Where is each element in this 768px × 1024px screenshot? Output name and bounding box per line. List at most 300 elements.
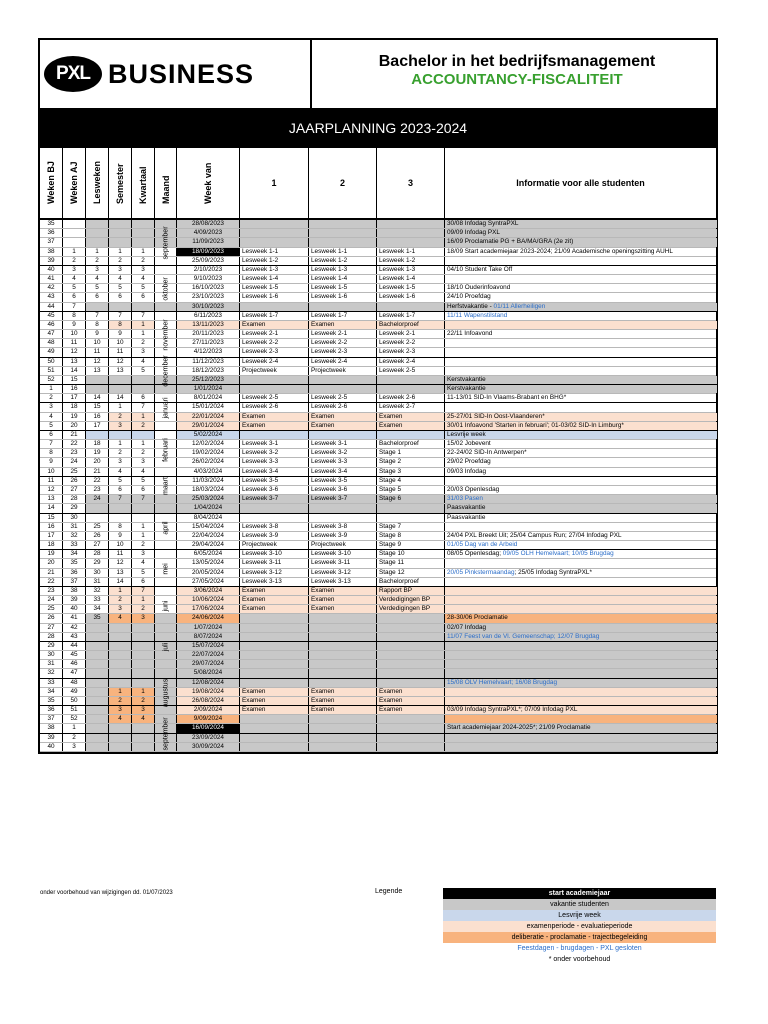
cell-c3 — [377, 238, 445, 246]
cell-info — [445, 284, 717, 292]
cell-maand — [155, 660, 177, 668]
cell-bj: 43 — [40, 293, 63, 301]
cell-c3: Stage 11 — [377, 559, 445, 567]
cell-sem: 4 — [109, 715, 132, 723]
cell-aj: 47 — [63, 669, 86, 677]
cell-aj: 45 — [63, 651, 86, 659]
cell-date: 17/06/2024 — [177, 605, 240, 613]
cell-bj: 15 — [40, 514, 63, 522]
cell-c3: Lesweek 2-5 — [377, 367, 445, 375]
cell-bj: 1 — [40, 385, 63, 393]
cell-c2: Examen — [309, 605, 377, 613]
cell-bj: 51 — [40, 367, 63, 375]
cell-date: 19/08/2024 — [177, 688, 240, 696]
cell-info — [445, 275, 717, 283]
cell-lw: 21 — [86, 468, 109, 476]
cell-c3 — [377, 624, 445, 632]
holiday-text: 01/05 Dag van de Arbeid — [447, 541, 518, 549]
cell-c1: Lesweek 3-6 — [240, 486, 309, 494]
cell-c3: Stage 10 — [377, 550, 445, 558]
cell-kw: 2 — [132, 339, 155, 347]
cell-info — [445, 293, 717, 301]
table-row — [40, 477, 716, 486]
cell-sem — [109, 679, 132, 687]
cell-c2: Examen — [309, 596, 377, 604]
month-label: januari — [162, 397, 170, 419]
cell-info — [445, 477, 717, 485]
cell-info — [445, 550, 717, 558]
cell-c1: Projectweek — [240, 541, 309, 549]
cell-maand — [155, 614, 177, 622]
cell-sem: 3 — [109, 266, 132, 274]
table-row — [40, 339, 716, 348]
cell-lw: 20 — [86, 458, 109, 466]
cell-bj: 21 — [40, 569, 63, 577]
cell-c2: Examen — [309, 321, 377, 329]
cell-date: 5/02/2024 — [177, 431, 240, 439]
cell-kw — [132, 624, 155, 632]
cell-kw: 4 — [132, 559, 155, 567]
cell-lw: 6 — [86, 293, 109, 301]
cell-c2: Projectweek — [309, 541, 377, 549]
cell-date: 26/02/2024 — [177, 458, 240, 466]
cell-bj: 28 — [40, 633, 63, 641]
cell-kw: 3 — [132, 550, 155, 558]
cell-c1: Examen — [240, 706, 309, 714]
cell-lw — [86, 514, 109, 522]
info-text: Lesvrije week — [447, 430, 486, 438]
cell-c3: Bachelorproef — [377, 440, 445, 448]
cell-bj: 33 — [40, 679, 63, 687]
cell-info — [445, 330, 717, 338]
cell-c1 — [240, 229, 309, 237]
holiday-text: 15/08 OLV Hemelvaart; 16/08 Brugdag — [447, 678, 558, 686]
cell-sem — [109, 238, 132, 246]
cell-kw — [132, 660, 155, 668]
cell-info — [445, 596, 717, 604]
cell-lw — [86, 651, 109, 659]
cell-c2 — [309, 376, 377, 384]
table-row — [40, 624, 716, 633]
cell-sem: 3 — [109, 458, 132, 466]
cell-info — [445, 385, 717, 393]
cell-c1: Lesweek 2-1 — [240, 330, 309, 338]
cell-c3 — [377, 229, 445, 237]
cell-c2: Lesweek 3-4 — [309, 468, 377, 476]
cell-bj: 35 — [40, 220, 63, 228]
cell-date: 9/10/2023 — [177, 275, 240, 283]
cell-lw — [86, 220, 109, 228]
cell-date: 29/07/2024 — [177, 660, 240, 668]
table-row — [40, 724, 716, 733]
cell-info — [445, 358, 717, 366]
cell-info — [445, 440, 717, 448]
cell-sem: 1 — [109, 688, 132, 696]
info-text: 09/09 Infodag PXL — [447, 229, 500, 237]
cell-aj: 39 — [63, 596, 86, 604]
cell-date: 4/12/2023 — [177, 348, 240, 356]
info-text: 30/08 Infodag SyntraPXL — [447, 220, 519, 227]
cell-lw — [86, 724, 109, 732]
cell-bj: 23 — [40, 587, 63, 595]
month-label: november — [162, 319, 170, 351]
cell-info — [445, 321, 717, 329]
cell-lw — [86, 679, 109, 687]
cell-sem: 9 — [109, 532, 132, 540]
cell-c3: Stage 6 — [377, 495, 445, 503]
cell-bj: 30 — [40, 651, 63, 659]
cell-lw: 19 — [86, 449, 109, 457]
cell-c1: Projectweek — [240, 367, 309, 375]
table-row — [40, 403, 716, 412]
cell-sem — [109, 385, 132, 393]
cell-aj: 23 — [63, 449, 86, 457]
cell-lw — [86, 743, 109, 751]
cell-c3: Stage 4 — [377, 477, 445, 485]
info-text: 24/10 Proefdag — [447, 293, 491, 301]
table-row — [40, 486, 716, 495]
cell-bj: 27 — [40, 624, 63, 632]
cell-date: 26/08/2024 — [177, 697, 240, 705]
cell-aj: 50 — [63, 697, 86, 705]
cell-c2 — [309, 651, 377, 659]
cell-info — [445, 642, 717, 650]
cell-c1 — [240, 431, 309, 439]
cell-sem: 3 — [109, 422, 132, 430]
cell-date: 23/09/2024 — [177, 734, 240, 742]
cell-c3 — [377, 303, 445, 311]
cell-bj: 22 — [40, 578, 63, 586]
cell-kw: 1 — [132, 413, 155, 421]
table-row — [40, 229, 716, 238]
cell-sem — [109, 514, 132, 522]
cell-c2 — [309, 724, 377, 732]
info-text: 08/05 Openlesdag; — [447, 550, 503, 558]
cell-date: 25/12/2023 — [177, 376, 240, 384]
cell-kw: 7 — [132, 312, 155, 320]
cell-kw: 6 — [132, 486, 155, 494]
cell-lw: 35 — [86, 614, 109, 622]
cell-bj: 3 — [40, 403, 63, 411]
pxl-logo-mark: PXL — [44, 56, 102, 92]
table-row — [40, 514, 716, 523]
cell-c3 — [377, 642, 445, 650]
planning-table — [38, 220, 718, 754]
cell-kw: 6 — [132, 578, 155, 586]
cell-c1 — [240, 715, 309, 723]
cell-info — [445, 578, 717, 586]
cell-c3: Stage 1 — [377, 449, 445, 457]
cell-c3 — [377, 669, 445, 677]
planning-sheet — [38, 38, 718, 754]
cell-kw: 4 — [132, 358, 155, 366]
cell-info — [445, 605, 717, 613]
cell-sem — [109, 431, 132, 439]
cell-lw: 3 — [86, 266, 109, 274]
info-text: Kerstvakantie — [447, 375, 486, 383]
cell-lw: 33 — [86, 596, 109, 604]
cell-aj: 8 — [63, 312, 86, 320]
cell-sem: 7 — [109, 312, 132, 320]
holiday-text: 09/05 OLH Hemelvaart; 10/05 Brugdag — [502, 550, 614, 558]
cell-c2 — [309, 669, 377, 677]
cell-date: 30/10/2023 — [177, 303, 240, 311]
cell-info — [445, 587, 717, 595]
table-row — [40, 734, 716, 743]
cell-bj: 47 — [40, 330, 63, 338]
cell-c1: Lesweek 3-9 — [240, 532, 309, 540]
cell-date: 2/10/2023 — [177, 266, 240, 274]
cell-c1 — [240, 669, 309, 677]
table-row — [40, 275, 716, 284]
table-row — [40, 413, 716, 422]
cell-c2: Lesweek 3-5 — [309, 477, 377, 485]
cell-maand — [155, 578, 177, 586]
cell-info — [445, 715, 717, 723]
cell-lw — [86, 624, 109, 632]
cell-aj: 42 — [63, 624, 86, 632]
cell-lw: 30 — [86, 569, 109, 577]
cell-maand — [155, 468, 177, 476]
cell-bj: 36 — [40, 706, 63, 714]
cell-aj: 32 — [63, 532, 86, 540]
cell-aj: 21 — [63, 431, 86, 439]
info-text: 04/10 Student Take Off — [447, 265, 513, 273]
cell-c1: Lesweek 3-11 — [240, 559, 309, 567]
cell-c3: Stage 12 — [377, 569, 445, 577]
cell-date: 22/04/2024 — [177, 532, 240, 540]
cell-c2: Lesweek 3-9 — [309, 532, 377, 540]
cell-aj: 36 — [63, 569, 86, 577]
cell-c1: Lesweek 1-4 — [240, 275, 309, 283]
cell-kw: 3 — [132, 266, 155, 274]
cell-info — [445, 248, 717, 256]
cell-c3: Lesweek 2-7 — [377, 403, 445, 411]
cell-date: 22/01/2024 — [177, 413, 240, 421]
cell-c1 — [240, 624, 309, 632]
cell-bj: 35 — [40, 697, 63, 705]
holiday-text: 11/07 Feest van de Vl. Gemeenschap; 12/07 Brugdag — [447, 632, 600, 640]
cell-c2: Examen — [309, 413, 377, 421]
cell-c3: Examen — [377, 422, 445, 430]
cell-aj: 34 — [63, 550, 86, 558]
cell-kw: 6 — [132, 394, 155, 402]
header-week-van-label: Week van — [203, 162, 213, 204]
cell-info — [445, 422, 717, 430]
table-row — [40, 596, 716, 605]
footnote: onder voorbehoud van wijzigingen dd. 01/07/2023 — [40, 890, 173, 896]
cell-lw — [86, 238, 109, 246]
cell-c1: Examen — [240, 688, 309, 696]
cell-lw: 18 — [86, 440, 109, 448]
header-kwartaal — [132, 148, 155, 218]
cell-c1: Lesweek 3-1 — [240, 440, 309, 448]
cell-c3: Lesweek 1-2 — [377, 257, 445, 265]
cell-date: 30/09/2024 — [177, 743, 240, 751]
cell-c3: Verdedigingen BP — [377, 596, 445, 604]
legend-item: examenperiode - evaluatieperiode — [443, 921, 716, 932]
cell-kw: 6 — [132, 293, 155, 301]
cell-bj: 12 — [40, 486, 63, 494]
cell-sem: 1 — [109, 440, 132, 448]
cell-kw: 5 — [132, 477, 155, 485]
table-row — [40, 293, 716, 302]
table-row — [40, 605, 716, 614]
table-row — [40, 257, 716, 266]
table-row — [40, 743, 716, 752]
cell-kw: 4 — [132, 275, 155, 283]
cell-lw — [86, 688, 109, 696]
cell-c1: Examen — [240, 697, 309, 705]
holiday-text: 31/03 Pasen — [447, 495, 483, 503]
cell-c3: Lesweek 2-4 — [377, 358, 445, 366]
cell-date: 4/09/2023 — [177, 229, 240, 237]
cell-bj: 39 — [40, 257, 63, 265]
table-row — [40, 449, 716, 458]
info-text: 28-30/06 Proclamatie — [447, 614, 508, 622]
cell-sem: 2 — [109, 596, 132, 604]
cell-c3 — [377, 743, 445, 751]
info-text: 09/03 Infodag — [447, 467, 487, 475]
cell-aj: 46 — [63, 660, 86, 668]
cell-date: 18/09/2023 — [177, 248, 240, 256]
cell-lw: 34 — [86, 605, 109, 613]
cell-date: 28/08/2023 — [177, 220, 240, 228]
cell-c3: Lesweek 2-6 — [377, 394, 445, 402]
cell-kw: 4 — [132, 715, 155, 723]
cell-maand — [155, 633, 177, 641]
cell-sem: 2 — [109, 449, 132, 457]
table-row — [40, 587, 716, 596]
cell-info — [445, 367, 717, 375]
cell-aj: 1 — [63, 248, 86, 256]
cell-c3: Stage 9 — [377, 541, 445, 549]
cell-aj — [63, 238, 86, 246]
cell-aj: 12 — [63, 348, 86, 356]
cell-kw: 7 — [132, 587, 155, 595]
cell-info — [445, 339, 717, 347]
legend-item: Feestdagen - brugdagen - PXL gesloten — [517, 945, 642, 952]
cell-lw — [86, 504, 109, 512]
cell-c3: Lesweek 1-5 — [377, 284, 445, 292]
month-label: juli — [162, 642, 170, 652]
info-text: Start academiejaar 2024-2025*; 21/09 Proclamatie — [447, 724, 591, 732]
cell-info — [445, 523, 717, 531]
cell-bj: 20 — [40, 559, 63, 567]
table-row — [40, 697, 716, 706]
cell-c2: Examen — [309, 688, 377, 696]
table-row — [40, 660, 716, 669]
cell-bj: 26 — [40, 614, 63, 622]
cell-sem: 10 — [109, 541, 132, 549]
cell-bj: 7 — [40, 440, 63, 448]
cell-aj: 4 — [63, 275, 86, 283]
cell-c1: Examen — [240, 596, 309, 604]
cell-c1 — [240, 385, 309, 393]
cell-kw — [132, 679, 155, 687]
cell-c2: Examen — [309, 697, 377, 705]
table-row — [40, 367, 716, 376]
cell-bj: 48 — [40, 339, 63, 347]
cell-c1 — [240, 660, 309, 668]
cell-kw — [132, 376, 155, 384]
cell-info — [445, 614, 717, 622]
cell-kw: 1 — [132, 330, 155, 338]
cell-aj: 17 — [63, 394, 86, 402]
cell-lw: 28 — [86, 550, 109, 558]
table-row — [40, 468, 716, 477]
cell-c1: Lesweek 2-2 — [240, 339, 309, 347]
cell-sem: 2 — [109, 697, 132, 705]
cell-c1: Lesweek 3-5 — [240, 477, 309, 485]
cell-c2: Lesweek 3-10 — [309, 550, 377, 558]
table-row — [40, 440, 716, 449]
cell-info — [445, 449, 717, 457]
cell-aj: 30 — [63, 514, 86, 522]
table-row — [40, 303, 716, 312]
header-weken-aj — [63, 148, 86, 218]
cell-c1: Lesweek 1-7 — [240, 312, 309, 320]
cell-bj: 44 — [40, 303, 63, 311]
table-row — [40, 688, 716, 697]
header-weken-bj-label: Weken BJ — [46, 161, 56, 204]
cell-kw: 2 — [132, 605, 155, 613]
cell-c2 — [309, 642, 377, 650]
cell-aj: 1 — [63, 724, 86, 732]
cell-c3: Stage 7 — [377, 523, 445, 531]
cell-c2 — [309, 743, 377, 751]
cell-c1: Examen — [240, 413, 309, 421]
cell-lw: 13 — [86, 367, 109, 375]
cell-aj: 5 — [63, 284, 86, 292]
cell-info — [445, 394, 717, 402]
cell-c1 — [240, 633, 309, 641]
cell-sem — [109, 624, 132, 632]
cell-date: 11/09/2023 — [177, 238, 240, 246]
cell-date: 8/07/2024 — [177, 633, 240, 641]
legend — [443, 888, 716, 965]
cell-c3: Lesweek 1-1 — [377, 248, 445, 256]
cell-bj: 40 — [40, 266, 63, 274]
cell-maand — [155, 541, 177, 549]
header-maand — [155, 148, 177, 218]
cell-c2: Lesweek 1-2 — [309, 257, 377, 265]
cell-bj: 25 — [40, 605, 63, 613]
cell-bj: 37 — [40, 715, 63, 723]
cell-c1: Examen — [240, 605, 309, 613]
cell-c1: Lesweek 1-3 — [240, 266, 309, 274]
cell-sem: 11 — [109, 550, 132, 558]
cell-c1: Lesweek 3-7 — [240, 495, 309, 503]
table-row — [40, 495, 716, 504]
cell-date: 18/03/2024 — [177, 486, 240, 494]
cell-sem: 8 — [109, 321, 132, 329]
cell-aj: 38 — [63, 587, 86, 595]
cell-c3: Stage 5 — [377, 486, 445, 494]
info-text: Paasvakantie — [447, 513, 486, 521]
cell-aj: 24 — [63, 458, 86, 466]
cell-c1: Lesweek 1-2 — [240, 257, 309, 265]
header-weken-aj-label: Weken AJ — [69, 161, 79, 204]
cell-lw — [86, 303, 109, 311]
cell-c2 — [309, 229, 377, 237]
info-text: 22/11 Infoavond — [447, 330, 493, 338]
cell-aj: 15 — [63, 376, 86, 384]
cell-c2 — [309, 238, 377, 246]
cell-info — [445, 495, 717, 503]
cell-date: 20/11/2023 — [177, 330, 240, 338]
cell-kw — [132, 229, 155, 237]
